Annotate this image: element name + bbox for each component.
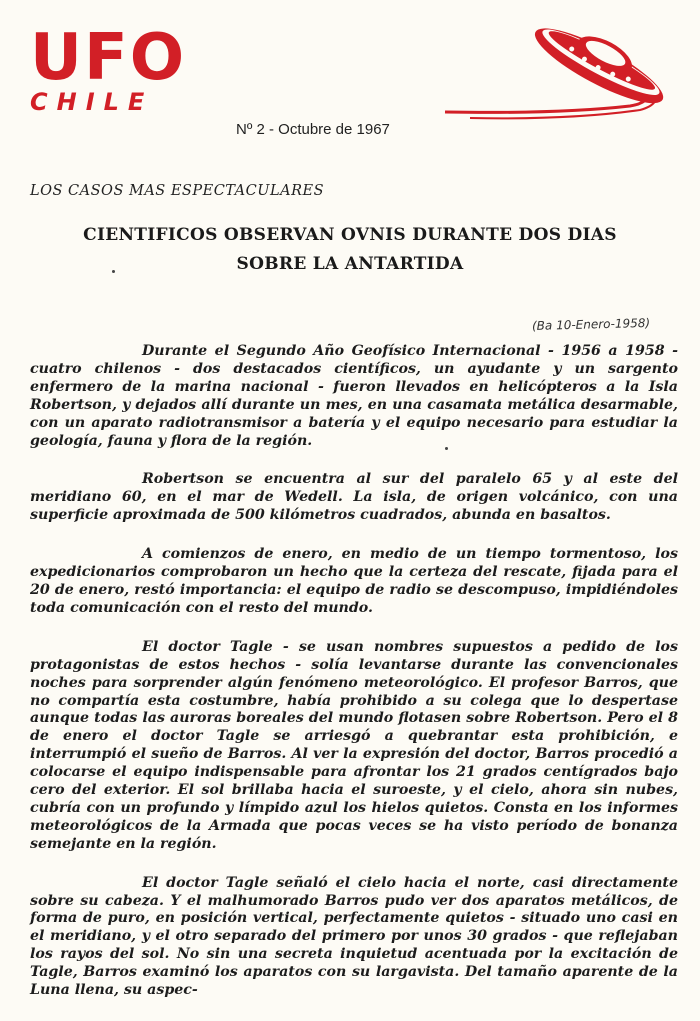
- article-body: [30, 343, 678, 1021]
- body-paragraph: Robertson se encuentra al sur del paralelo 65 y al este del meridiano 60, en el mar de Wedell. La isla, de origen volcánico, con una superficie aproximada de 500 kilómetros cuadrados, abunda en basaltos.: [30, 471, 678, 524]
- headline-line-1: CIENTIFICOS OBSERVAN OVNIS DURANTE DOS DIAS: [83, 225, 617, 245]
- logo-ufo-text: UFO: [30, 21, 187, 95]
- body-paragraph: Durante el Segundo Año Geofísico Internacional - 1956 a 1958 - cuatro chilenos - dos destacados científicos, un ayudante y un sargento enfermero de la marina nacional - fueron llevados en helicópteros a la Isla Robertson, y dejados allí durante un mes, en una casamata metálica desarmable, con un aparato radiotransmisor a batería y el equipo necesario para estudiar la geología, fauna y flora de la región.: [30, 343, 678, 449]
- handwritten-date-note: (Ba 10-Enero-1958): [531, 315, 651, 333]
- body-paragraph: A comienzos de enero, en medio de un tiempo tormentoso, los expedicionarios comprobaron un hecho que la certeza del rescate, fijada para el 20 de enero, restó importancia: el equipo de radio se descompuso, impidiéndoles toda comunicación con el resto del mundo.: [30, 546, 678, 616]
- ufo-chile-logo: [30, 21, 200, 116]
- section-kicker: LOS CASOS MAS ESPECTACULARES: [30, 183, 325, 199]
- ink-speck: [112, 270, 115, 273]
- article-headline: [60, 221, 640, 279]
- flying-saucer-icon: [440, 14, 675, 124]
- body-paragraph: El doctor Tagle - se usan nombres supuestos a pedido de los protagonistas de estos hechos - solía levantarse durante las convencionales noches para sorprender algún fenómeno meteorológico. El profesor Barros, que no compartía esta costumbre, había prohibido a su colega que lo despertase aunque todas las auroras boreales del mundo flotasen sobre Robertson. Pero el 8 de enero el doctor Tagle se arriesgó a quebrantar esta prohibición, e interrumpió el sueño de Barros. Al ver la expresión del doctor, Barros procedió a colocarse el equipo indispensable para afrontar los 21 grados centígrados bajo cero del exterior. El sol brillaba hacia el suroeste, y el cielo, ahora sin nubes, cubría con un profundo y límpido azul los hielos quietos. Consta en los informes meteorológicos de la Armada que pocas veces se ha visto período de bonanza semejante en la región.: [30, 638, 678, 852]
- body-paragraph: El doctor Tagle señaló el cielo hacia el norte, casi directamente sobre su cabeza. Y el malhumorado Barros pudo ver dos aparatos metálicos, de forma de puro, en posición vertical, perfectamente quietos - situado uno casi en el meridiano, y el otro separado del primero por unos 30 grados - que reflejaban los rayos del sol. No sin una secreta inquietud acentuada por la excitación de Tagle, Barros examinó los aparatos con su largavista. Del tamaño aparente de la Luna llena, su aspec-: [30, 874, 678, 999]
- logo-chile-text: CHILE: [30, 88, 154, 116]
- issue-number-date: Nº 2 - Octubre de 1967: [236, 121, 390, 138]
- headline-line-2: SOBRE LA ANTARTIDA: [236, 254, 464, 274]
